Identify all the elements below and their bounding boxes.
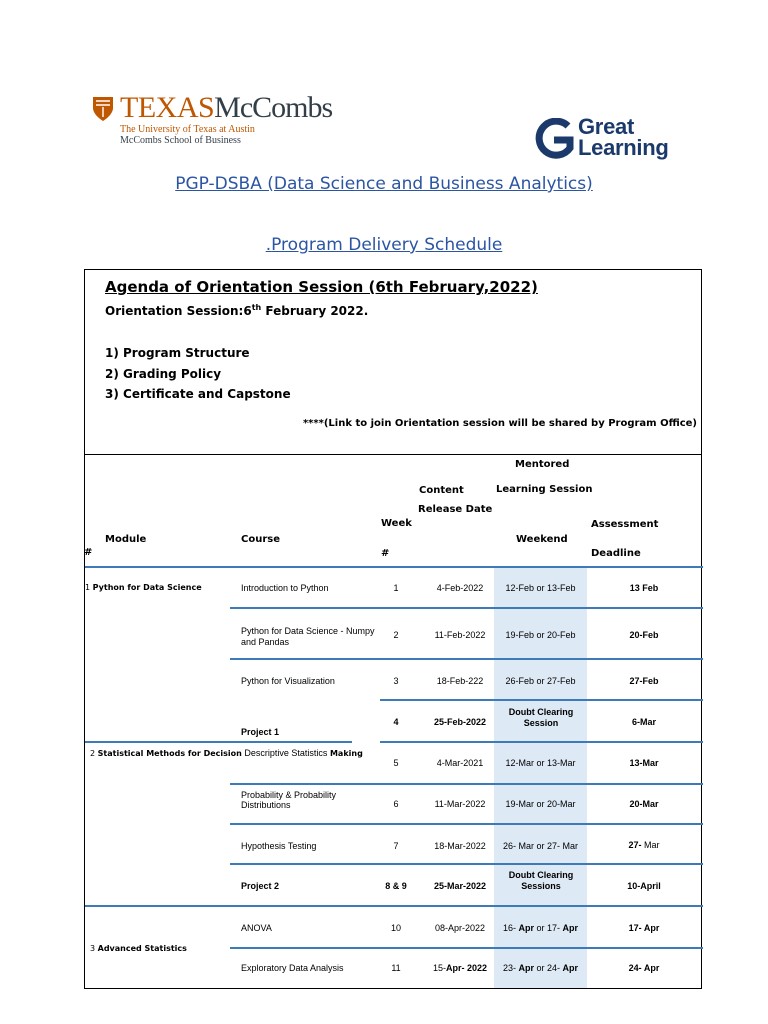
module-number: 3 — [90, 944, 96, 953]
session-cell: Doubt Clearing Sessions — [508, 870, 574, 891]
release-cell: 18-Mar-2022 — [434, 841, 486, 851]
row-separator — [85, 905, 703, 907]
week-cell: 3 — [393, 676, 399, 686]
release-cell: 08-Apr-2022 — [434, 923, 486, 933]
deadline-month: Mar — [641, 840, 660, 850]
texas-mccombs-logo — [92, 93, 342, 153]
header-week-hash: # — [381, 548, 390, 559]
deadline-cell: 10-April — [627, 881, 661, 891]
session-cell: 19-Mar or 20-Mar — [505, 799, 576, 809]
release-cell — [425, 963, 495, 973]
release-cell: 11-Mar-2022 — [434, 799, 486, 809]
week-cell: 7 — [393, 841, 399, 851]
schedule-title-prefix: . — [265, 235, 272, 255]
great-learning-wordmark — [578, 116, 669, 158]
deadline-cell: 20-Feb — [629, 630, 659, 640]
session-cell — [494, 923, 587, 933]
session-or: or 24- — [534, 963, 563, 973]
header-weekend: Weekend — [516, 534, 568, 545]
module-number: 1 — [85, 583, 91, 592]
session-date-sup: th — [251, 303, 262, 312]
logo-mccombs-text: McCombs — [214, 91, 333, 124]
course-cell: Introduction to Python — [241, 583, 329, 593]
module-name: Advanced Statistics — [97, 944, 187, 953]
deadline-cell: 24- Apr — [628, 963, 660, 973]
session-day: 23- — [502, 963, 519, 973]
program-title: PGP-DSBA (Data Science and Business Analytics) — [175, 174, 593, 194]
schedule-table — [84, 455, 702, 989]
header-release-date: Release Date — [418, 504, 493, 515]
session-cell: 12-Feb or 13-Feb — [505, 583, 576, 593]
week-cell: 11 — [391, 963, 401, 973]
session-month: Apr — [562, 963, 579, 973]
row-separator — [85, 741, 352, 743]
logo-university-line: The University of Texas at Austin — [120, 124, 255, 135]
header-content: Content — [419, 485, 464, 496]
row-separator — [380, 699, 703, 701]
logo-texas-text: TEXAS — [120, 91, 215, 124]
course-cell: Hypothesis Testing — [241, 841, 317, 851]
schedule-title — [0, 235, 768, 255]
week-cell: 1 — [393, 583, 399, 593]
release-cell: 25-Mar-2022 — [433, 881, 487, 891]
course-descriptive-statistics: Descriptive Statistics — [244, 748, 328, 758]
session-cell: Doubt Clearing Session — [508, 707, 574, 728]
session-date-suffix: February 2022. — [261, 304, 369, 318]
module-name-tail: Making — [329, 749, 363, 758]
module-label — [90, 944, 187, 953]
header-module: Module — [105, 534, 147, 545]
session-date-prefix: Orientation Session:6 — [105, 304, 252, 318]
week-cell: 6 — [393, 799, 399, 809]
header-learning-session: Learning Session — [496, 484, 593, 495]
release-month-year: Apr- 2022 — [445, 963, 488, 973]
deadline-cell: 13 Feb — [629, 583, 659, 593]
deadline-day: 27- — [628, 840, 642, 850]
week-cell: 4 — [393, 717, 399, 727]
release-cell: 4-Feb-2022 — [436, 583, 484, 593]
header-deadline: Deadline — [591, 548, 641, 559]
deadline-cell: 6-Mar — [631, 717, 656, 727]
gl-word-learning: Learning — [578, 135, 669, 160]
week-cell: 8 & 9 — [385, 881, 407, 891]
header-mentored: Mentored — [515, 459, 570, 470]
deadline-cell: 27-Feb — [629, 676, 659, 686]
header-hash: # — [84, 547, 93, 558]
row-separator — [230, 607, 703, 609]
module-name: Statistical Methods for Decision — [97, 749, 242, 758]
logo-wordmark — [120, 93, 332, 123]
logo-school-line: McCombs School of Business — [120, 135, 241, 146]
row-separator — [85, 566, 703, 568]
deadline-cell: 13-Mar — [629, 758, 659, 768]
release-cell: 25-Feb-2022 — [433, 717, 487, 727]
session-month: Apr — [518, 923, 534, 933]
module-number: 2 — [90, 749, 96, 758]
course-cell: Python for Data Science - Numpy and Pandas — [241, 626, 375, 647]
row-separator — [230, 823, 703, 825]
row-separator — [230, 783, 703, 785]
orientation-link-note: ****(Link to join Orientation session will be shared by Program Office) — [302, 418, 697, 429]
row-separator — [230, 658, 703, 660]
course-cell: Probability & Probability Distributions — [241, 790, 337, 810]
great-learning-logo — [528, 110, 703, 168]
row-separator — [230, 947, 703, 949]
header-assessment: Assessment — [591, 519, 659, 530]
header-week: Week — [381, 518, 412, 529]
course-cell: Exploratory Data Analysis — [241, 963, 344, 973]
week-cell: 5 — [393, 758, 399, 768]
release-cell: 18-Feb-222 — [436, 676, 484, 686]
header-course: Course — [241, 534, 280, 545]
deadline-cell: 17- Apr — [628, 923, 660, 933]
course-cell: Project 1 — [241, 727, 280, 737]
session-cell: 12-Mar or 13-Mar — [505, 758, 576, 768]
session-or: or 17- — [534, 923, 563, 933]
session-month: Apr — [562, 923, 579, 933]
session-cell: 26-Feb or 27-Feb — [505, 676, 576, 686]
agenda-item: 2) Grading Policy — [105, 366, 222, 381]
module-name: Python for Data Science — [92, 583, 202, 592]
agenda-item: 3) Certificate and Capstone — [105, 387, 291, 401]
course-cell: Python for Visualization — [241, 676, 335, 686]
release-day: 15- — [432, 963, 446, 973]
course-cell: ANOVA — [241, 923, 272, 933]
row-separator — [230, 863, 703, 865]
week-cell: 10 — [390, 923, 401, 933]
release-cell: 4-Mar-2021 — [436, 758, 484, 768]
session-cell — [494, 963, 587, 973]
release-cell: 11-Feb-2022 — [434, 630, 486, 640]
module-label — [90, 748, 363, 758]
row-separator — [380, 741, 703, 743]
week-cell: 2 — [393, 630, 399, 640]
orientation-session-date — [105, 303, 368, 318]
module-label — [85, 583, 202, 592]
agenda-item: 1) Program Structure — [105, 346, 250, 360]
orientation-agenda-box — [84, 269, 702, 455]
deadline-cell — [605, 840, 683, 850]
session-month: Apr — [518, 963, 534, 973]
session-cell: 19-Feb or 20-Feb — [505, 630, 576, 640]
agenda-list — [105, 343, 291, 405]
session-day: 16- — [502, 923, 519, 933]
ut-shield-icon — [92, 96, 114, 122]
deadline-cell: 20-Mar — [629, 799, 659, 809]
great-learning-g-icon — [534, 118, 574, 162]
schedule-title-text: Program Delivery Schedule — [271, 235, 503, 255]
course-cell: Project 2 — [241, 881, 280, 891]
gl-word-great: Great — [578, 114, 634, 139]
session-cell: 26- Mar or 27- Mar — [502, 841, 579, 851]
agenda-heading: Agenda of Orientation Session (6th February,2022) — [105, 278, 538, 296]
